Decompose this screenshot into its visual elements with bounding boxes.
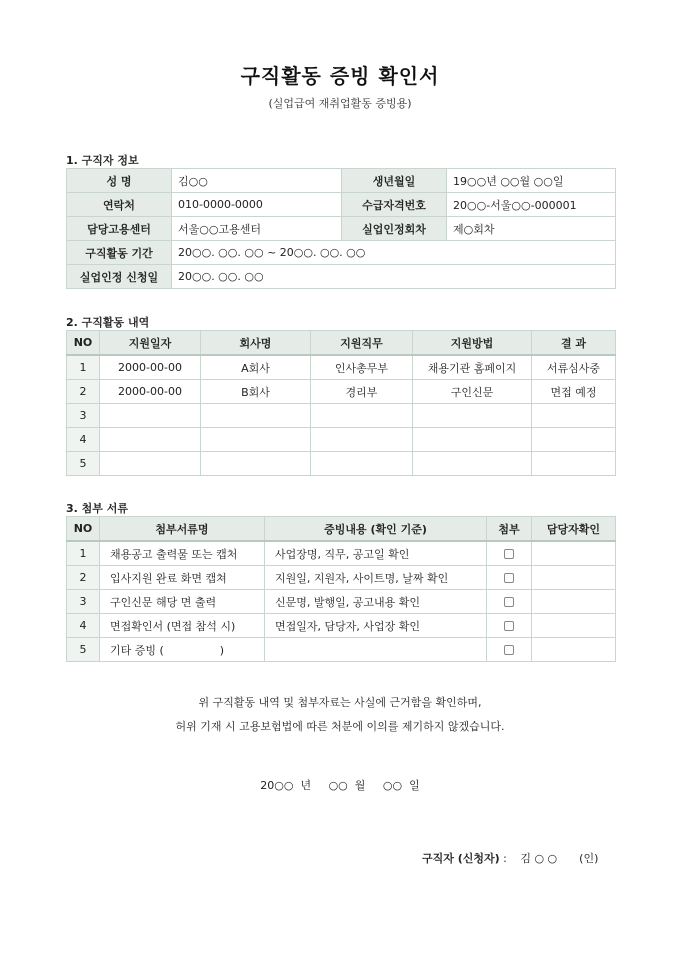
apply-date-cell [100, 428, 201, 452]
method-cell [413, 452, 532, 476]
result-cell [532, 428, 616, 452]
company-cell: B회사 [201, 380, 311, 404]
signature-name: 김 ○ ○ [520, 852, 558, 865]
staff-confirm-cell [532, 566, 616, 590]
row-number: 1 [67, 355, 100, 380]
phone-label: 연락처 [67, 193, 172, 217]
table-row [67, 355, 616, 380]
table-row [67, 590, 616, 614]
section1-heading: 1. 구직자 정보 [66, 154, 139, 167]
col-header: NO [67, 331, 100, 356]
apply-date-cell [100, 404, 201, 428]
row-number: 5 [67, 452, 100, 476]
row-number: 2 [67, 566, 100, 590]
qualification-number-label: 수급자격번호 [342, 193, 447, 217]
col-header: 지원직무 [311, 331, 413, 356]
checkbox-icon[interactable] [504, 549, 514, 559]
center-value: 서울○○고용센터 [172, 217, 342, 241]
col-header: 첨부 [487, 517, 532, 542]
round-label: 실업인정회차 [342, 217, 447, 241]
col-header: 담당자확인 [532, 517, 616, 542]
birth-value: 19○○년 ○○월 ○○일 [447, 169, 616, 193]
name-value: 김○○ [172, 169, 342, 193]
result-cell: 서류심사중 [532, 355, 616, 380]
checkbox-icon[interactable] [504, 645, 514, 655]
attach-checkbox-cell[interactable] [487, 541, 532, 566]
company-cell: A회사 [201, 355, 311, 380]
document-name-cell: 채용공고 출력물 또는 캡처 [100, 541, 265, 566]
method-cell: 채용기관 홈페이지 [413, 355, 532, 380]
criteria-cell: 신문명, 발행일, 공고내용 확인 [265, 590, 487, 614]
apply-date-cell: 2000-00-00 [100, 380, 201, 404]
center-label: 담당고용센터 [67, 217, 172, 241]
table-row [67, 614, 616, 638]
col-header: 지원일자 [100, 331, 201, 356]
row-number: 4 [67, 428, 100, 452]
criteria-cell [265, 638, 487, 662]
table-row [67, 380, 616, 404]
checkbox-icon[interactable] [504, 597, 514, 607]
company-cell [201, 404, 311, 428]
job-cell [311, 428, 413, 452]
attachments-table [66, 516, 616, 662]
table-row [67, 566, 616, 590]
table-row [67, 638, 616, 662]
signature-label: 구직자 (신청자) [422, 852, 500, 865]
row-number: 4 [67, 614, 100, 638]
staff-confirm-cell [532, 614, 616, 638]
attach-checkbox-cell[interactable] [487, 590, 532, 614]
statement-line-2: 허위 기재 시 고용보험법에 따른 처분에 이의를 제기하지 않겠습니다. [175, 720, 505, 733]
job-cell [311, 452, 413, 476]
signature-colon: : [499, 852, 511, 865]
method-cell: 구인신문 [413, 380, 532, 404]
applicant-info-table [66, 168, 616, 289]
method-cell [413, 404, 532, 428]
statement-line-1: 위 구직활동 내역 및 첨부자료는 사실에 근거함을 확인하며, [198, 696, 482, 709]
signing-date: 20○○ 년 ○○ 월 ○○ 일 [260, 779, 420, 792]
result-cell: 면접 예정 [532, 380, 616, 404]
criteria-cell: 사업장명, 직무, 공고일 확인 [265, 541, 487, 566]
col-header: 첨부서류명 [100, 517, 265, 542]
document-name-cell: 기타 증빙 ( ) [100, 638, 265, 662]
document-name-cell: 면접확인서 (면접 참석 시) [100, 614, 265, 638]
row-number: 2 [67, 380, 100, 404]
criteria-cell: 지원일, 지원자, 사이트명, 날짜 확인 [265, 566, 487, 590]
staff-confirm-cell [532, 638, 616, 662]
col-header: 결 과 [532, 331, 616, 356]
col-header: 지원방법 [413, 331, 532, 356]
job-cell: 인사총무부 [311, 355, 413, 380]
phone-value: 010-0000-0000 [172, 193, 342, 217]
row-number: 1 [67, 541, 100, 566]
table-row [67, 404, 616, 428]
name-label: 성 명 [67, 169, 172, 193]
table-row [67, 452, 616, 476]
company-cell [201, 452, 311, 476]
staff-confirm-cell [532, 541, 616, 566]
result-cell [532, 452, 616, 476]
document-name-cell: 구인신문 해당 면 출력 [100, 590, 265, 614]
col-header: 증빙내용 (확인 기준) [265, 517, 487, 542]
section3-heading: 3. 첨부 서류 [66, 502, 128, 515]
seal-mark: (인) [579, 852, 599, 865]
document-name-cell: 입사지원 완료 화면 캡쳐 [100, 566, 265, 590]
company-cell [201, 428, 311, 452]
round-value: 제○회차 [447, 217, 616, 241]
apply-date-label: 실업인정 신청일 [67, 265, 172, 289]
table-row [67, 428, 616, 452]
document-subtitle: (실업급여 재취업활동 증빙용) [268, 97, 412, 110]
attach-checkbox-cell[interactable] [487, 638, 532, 662]
criteria-cell: 면접일자, 담당자, 사업장 확인 [265, 614, 487, 638]
attach-checkbox-cell[interactable] [487, 614, 532, 638]
document-title: 구직활동 증빙 확인서 [240, 64, 440, 88]
checkbox-icon[interactable] [504, 573, 514, 583]
period-value: 20○○. ○○. ○○ ~ 20○○. ○○. ○○ [172, 241, 616, 265]
method-cell [413, 428, 532, 452]
row-number: 3 [67, 590, 100, 614]
staff-confirm-cell [532, 590, 616, 614]
period-label: 구직활동 기간 [67, 241, 172, 265]
col-header: 회사명 [201, 331, 311, 356]
job-cell [311, 404, 413, 428]
birth-label: 생년월일 [342, 169, 447, 193]
apply-date-cell [100, 452, 201, 476]
table-row [67, 541, 616, 566]
qualification-number-value: 20○○-서울○○-000001 [447, 193, 616, 217]
apply-date-cell: 2000-00-00 [100, 355, 201, 380]
row-number: 3 [67, 404, 100, 428]
section2-heading: 2. 구직활동 내역 [66, 316, 150, 329]
apply-date-value: 20○○. ○○. ○○ [172, 265, 616, 289]
attach-checkbox-cell[interactable] [487, 566, 532, 590]
job-search-activity-table [66, 330, 616, 476]
job-cell: 경리부 [311, 380, 413, 404]
row-number: 5 [67, 638, 100, 662]
checkbox-icon[interactable] [504, 621, 514, 631]
col-header: NO [67, 517, 100, 542]
signature-line [422, 850, 598, 866]
result-cell [532, 404, 616, 428]
